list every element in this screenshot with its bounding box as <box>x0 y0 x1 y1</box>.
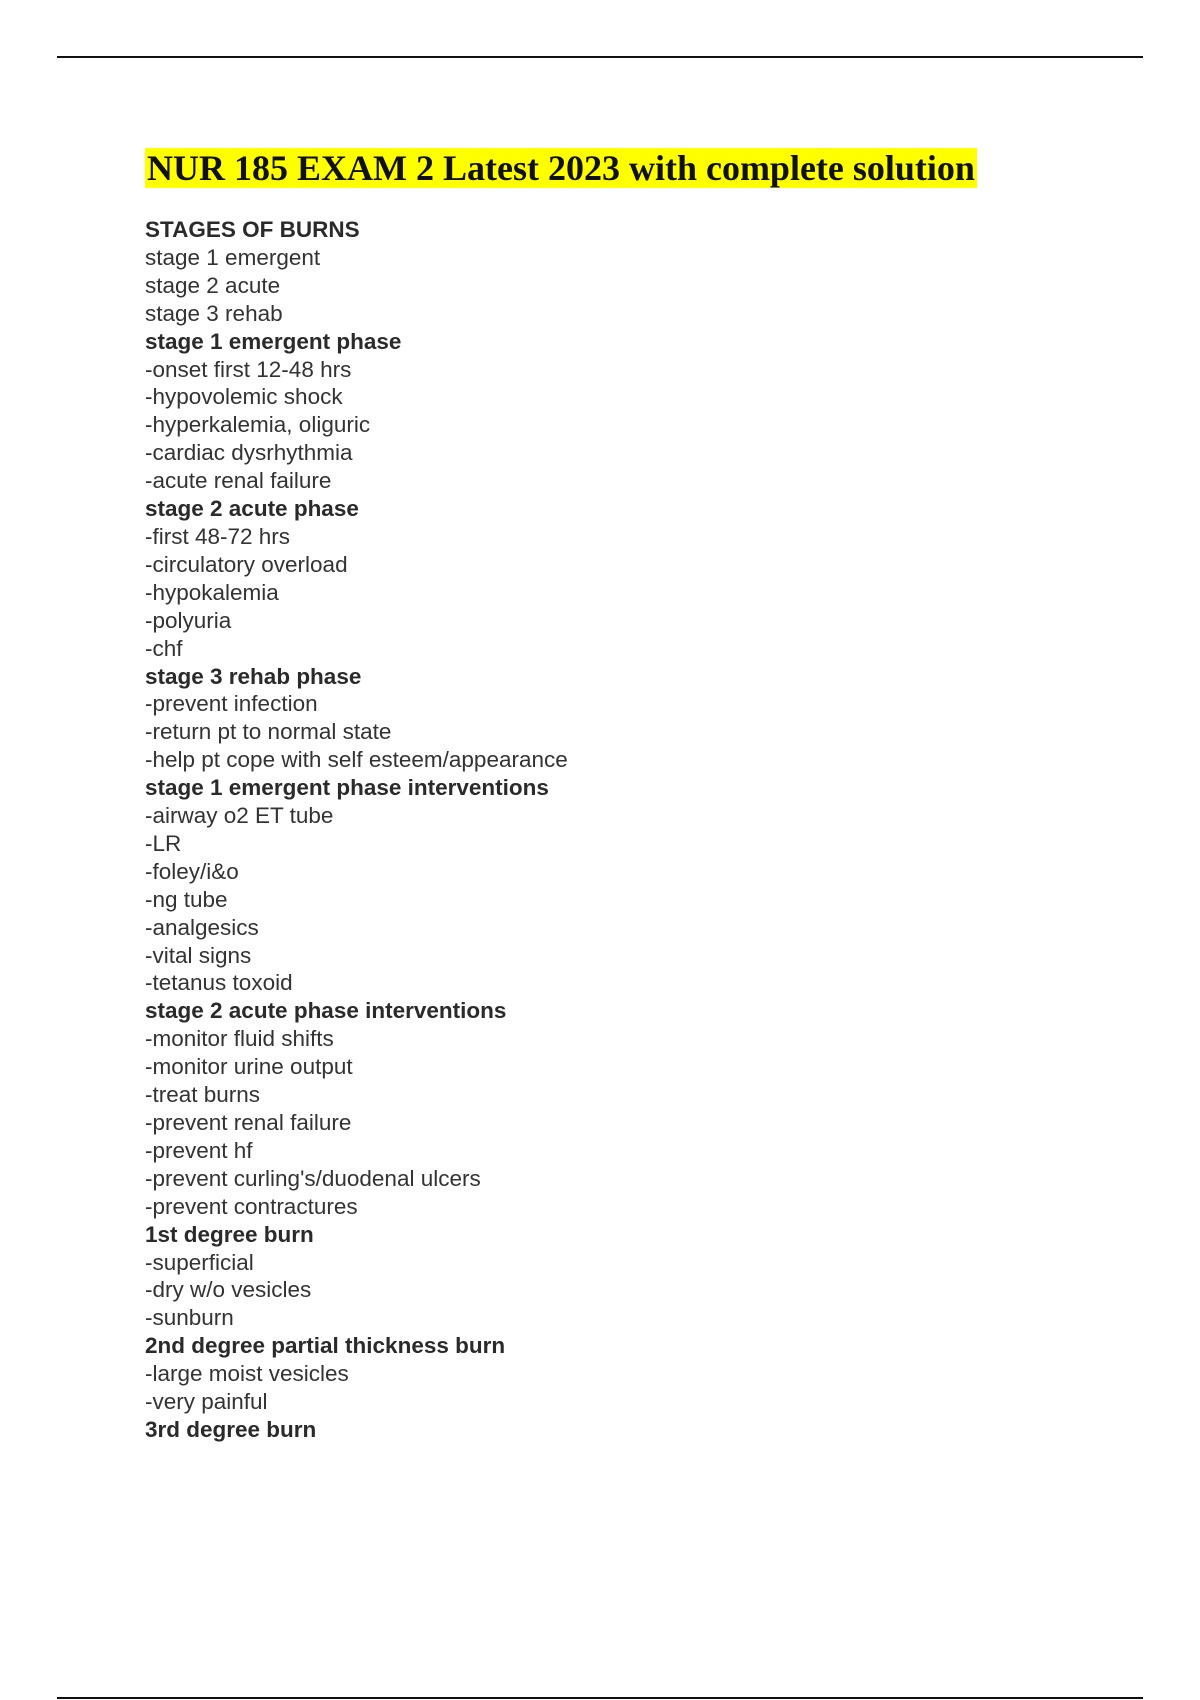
list-item: -return pt to normal state <box>145 719 392 745</box>
list-item: -prevent hf <box>145 1137 253 1163</box>
list-item: -chf <box>145 635 183 661</box>
section-heading: stage 2 acute phase <box>145 496 359 522</box>
section-heading: 1st degree burn <box>145 1221 314 1247</box>
list-item: -very painful <box>145 1389 268 1415</box>
list-item: -monitor fluid shifts <box>145 1026 334 1052</box>
list-item: -cardiac dysrhythmia <box>145 440 353 466</box>
list-item: -prevent renal failure <box>145 1110 352 1135</box>
list-item: -hyperkalemia, oliguric <box>145 412 371 438</box>
document-title <box>145 146 977 190</box>
section-heading: stage 1 emergent phase <box>145 328 402 354</box>
list-item: -LR <box>145 830 182 856</box>
list-item: -treat burns <box>145 1082 261 1108</box>
list-item: -first 48-72 hrs <box>145 523 291 549</box>
list-item: -prevent infection <box>145 691 318 717</box>
list-item: -polyuria <box>145 607 232 633</box>
list-item: -circulatory overload <box>145 551 348 577</box>
list-item: -prevent curling's/duodenal ulcers <box>145 1165 481 1191</box>
list-item: stage 1 emergent <box>145 244 321 270</box>
list-item: -sunburn <box>145 1305 234 1331</box>
document-body <box>145 216 568 1444</box>
list-item: -superficial <box>145 1249 254 1275</box>
section-heading: stage 1 emergent phase interventions <box>145 775 549 801</box>
list-item: -tetanus toxoid <box>145 970 293 996</box>
list-item: stage 3 rehab <box>145 300 283 326</box>
list-item: stage 2 acute <box>145 272 281 298</box>
list-item: -foley/i&o <box>145 858 239 884</box>
list-item: -monitor urine output <box>145 1054 353 1080</box>
list-item: -ng tube <box>145 886 228 912</box>
list-item: -vital signs <box>145 942 252 968</box>
document-title-text: NUR 185 EXAM 2 Latest 2023 with complete solution <box>147 148 975 188</box>
section-heading: stage 3 rehab phase <box>145 663 362 689</box>
list-item: -prevent contractures <box>145 1193 358 1219</box>
list-item: -airway o2 ET tube <box>145 803 334 829</box>
section-heading: stage 2 acute phase interventions <box>145 998 507 1024</box>
section-heading: 3rd degree burn <box>145 1416 317 1442</box>
list-item: -analgesics <box>145 914 259 940</box>
list-item: -acute renal failure <box>145 468 332 494</box>
section-heading: STAGES OF BURNS <box>145 217 360 242</box>
list-item: -hypokalemia <box>145 579 279 605</box>
list-item: -large moist vesicles <box>145 1361 349 1387</box>
list-item: -help pt cope with self esteem/appearance <box>145 747 568 773</box>
bottom-rule <box>57 1697 1143 1699</box>
list-item: -dry w/o vesicles <box>145 1277 312 1303</box>
section-heading: 2nd degree partial thickness burn <box>145 1333 506 1359</box>
top-rule <box>57 56 1143 58</box>
list-item: -onset first 12-48 hrs <box>145 356 352 382</box>
list-item: -hypovolemic shock <box>145 384 343 410</box>
